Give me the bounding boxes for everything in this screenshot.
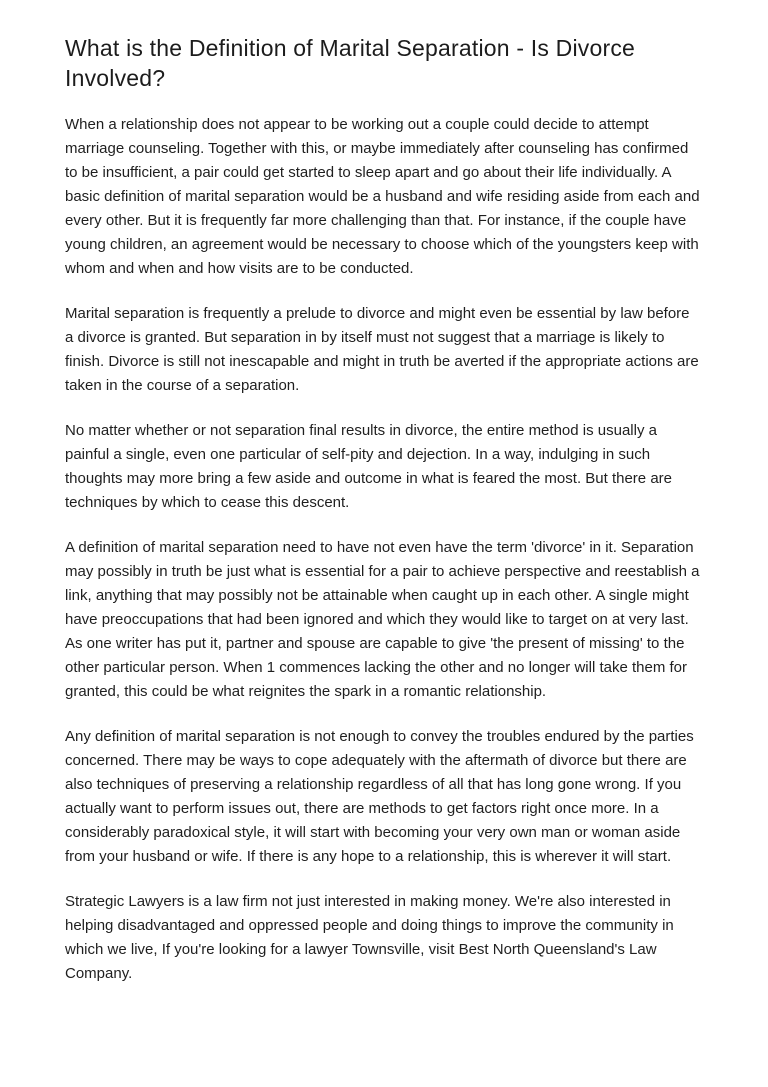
paragraph-painful-method: No matter whether or not separation final results in divorce, the entire method is usually a painful a single, even one particular of self-pity and dejection. In a way, indulging in such thoughts may more bring a few aside and outcome in what is feared the most. But there are techniques by which to cease this descent. [65,422,672,511]
paragraph-prelude-to-divorce: Marital separation is frequently a prelude to divorce and might even be essential by law before a divorce is granted. But separation in by itself must not suggest that a marriage is likely to finish. Divorce is still not inescapable and might in truth be averted if the appropriate actions are taken in the course of a separation. [65,305,699,394]
paragraph-intro: When a relationship does not appear to be working out a couple could decide to attempt marriage counseling. Together with this, or maybe immediately after counseling has confirmed to be insufficient, a pair could get started to sleep apart and go about their life individually. A basic definition of marital separation would be a husband and wife residing aside from each and every other. But it is frequently far more challenging than that. For instance, if the couple have young children, an agreement would be necessary to choose which of the youngsters keep with whom and when and how visits are to be conducted. [65,116,700,277]
page-title: What is the Definition of Marital Separation - Is Divorce Involved? [65,35,636,91]
paragraph-strategic-lawyers: Strategic Lawyers is a law firm not just interested in making money. We're also interested in helping disadvantaged and oppressed people and doing things to improve the community in which we live, If you're looking for a lawyer Townsville, visit Best North Queensland's Law Company. [65,893,674,982]
paragraph-definition-perspective: A definition of marital separation need to have not even have the term 'divorce' in it. Separation may possibly in truth be just what is essential for a pair to achieve perspective and reestablish a link, anything that may possibly not be attainable when caught up in each other. A single might have preoccupations that had been ignored and which they would like to target on at very last. As one writer has put it, partner and spouse are capable to give 'the present of missing' to the other particular person. When 1 commences lacking the other and no longer will take them for granted, this could be what reignites the spark in a romantic relationship. [65,539,700,700]
paragraph-coping-aftermath: Any definition of marital separation is not enough to convey the troubles endured by the parties concerned. There may be ways to cope adequately with the aftermath of divorce but there are also techniques of preserving a relationship regardless of all that has long gone wrong. If you actually want to perform issues out, there are methods to get factors right once more. In a considerably paradoxical style, it will start with becoming your very own man or woman aside from your husband or wife. If there is any hope to a relationship, this is wherever it will start. [65,728,694,865]
